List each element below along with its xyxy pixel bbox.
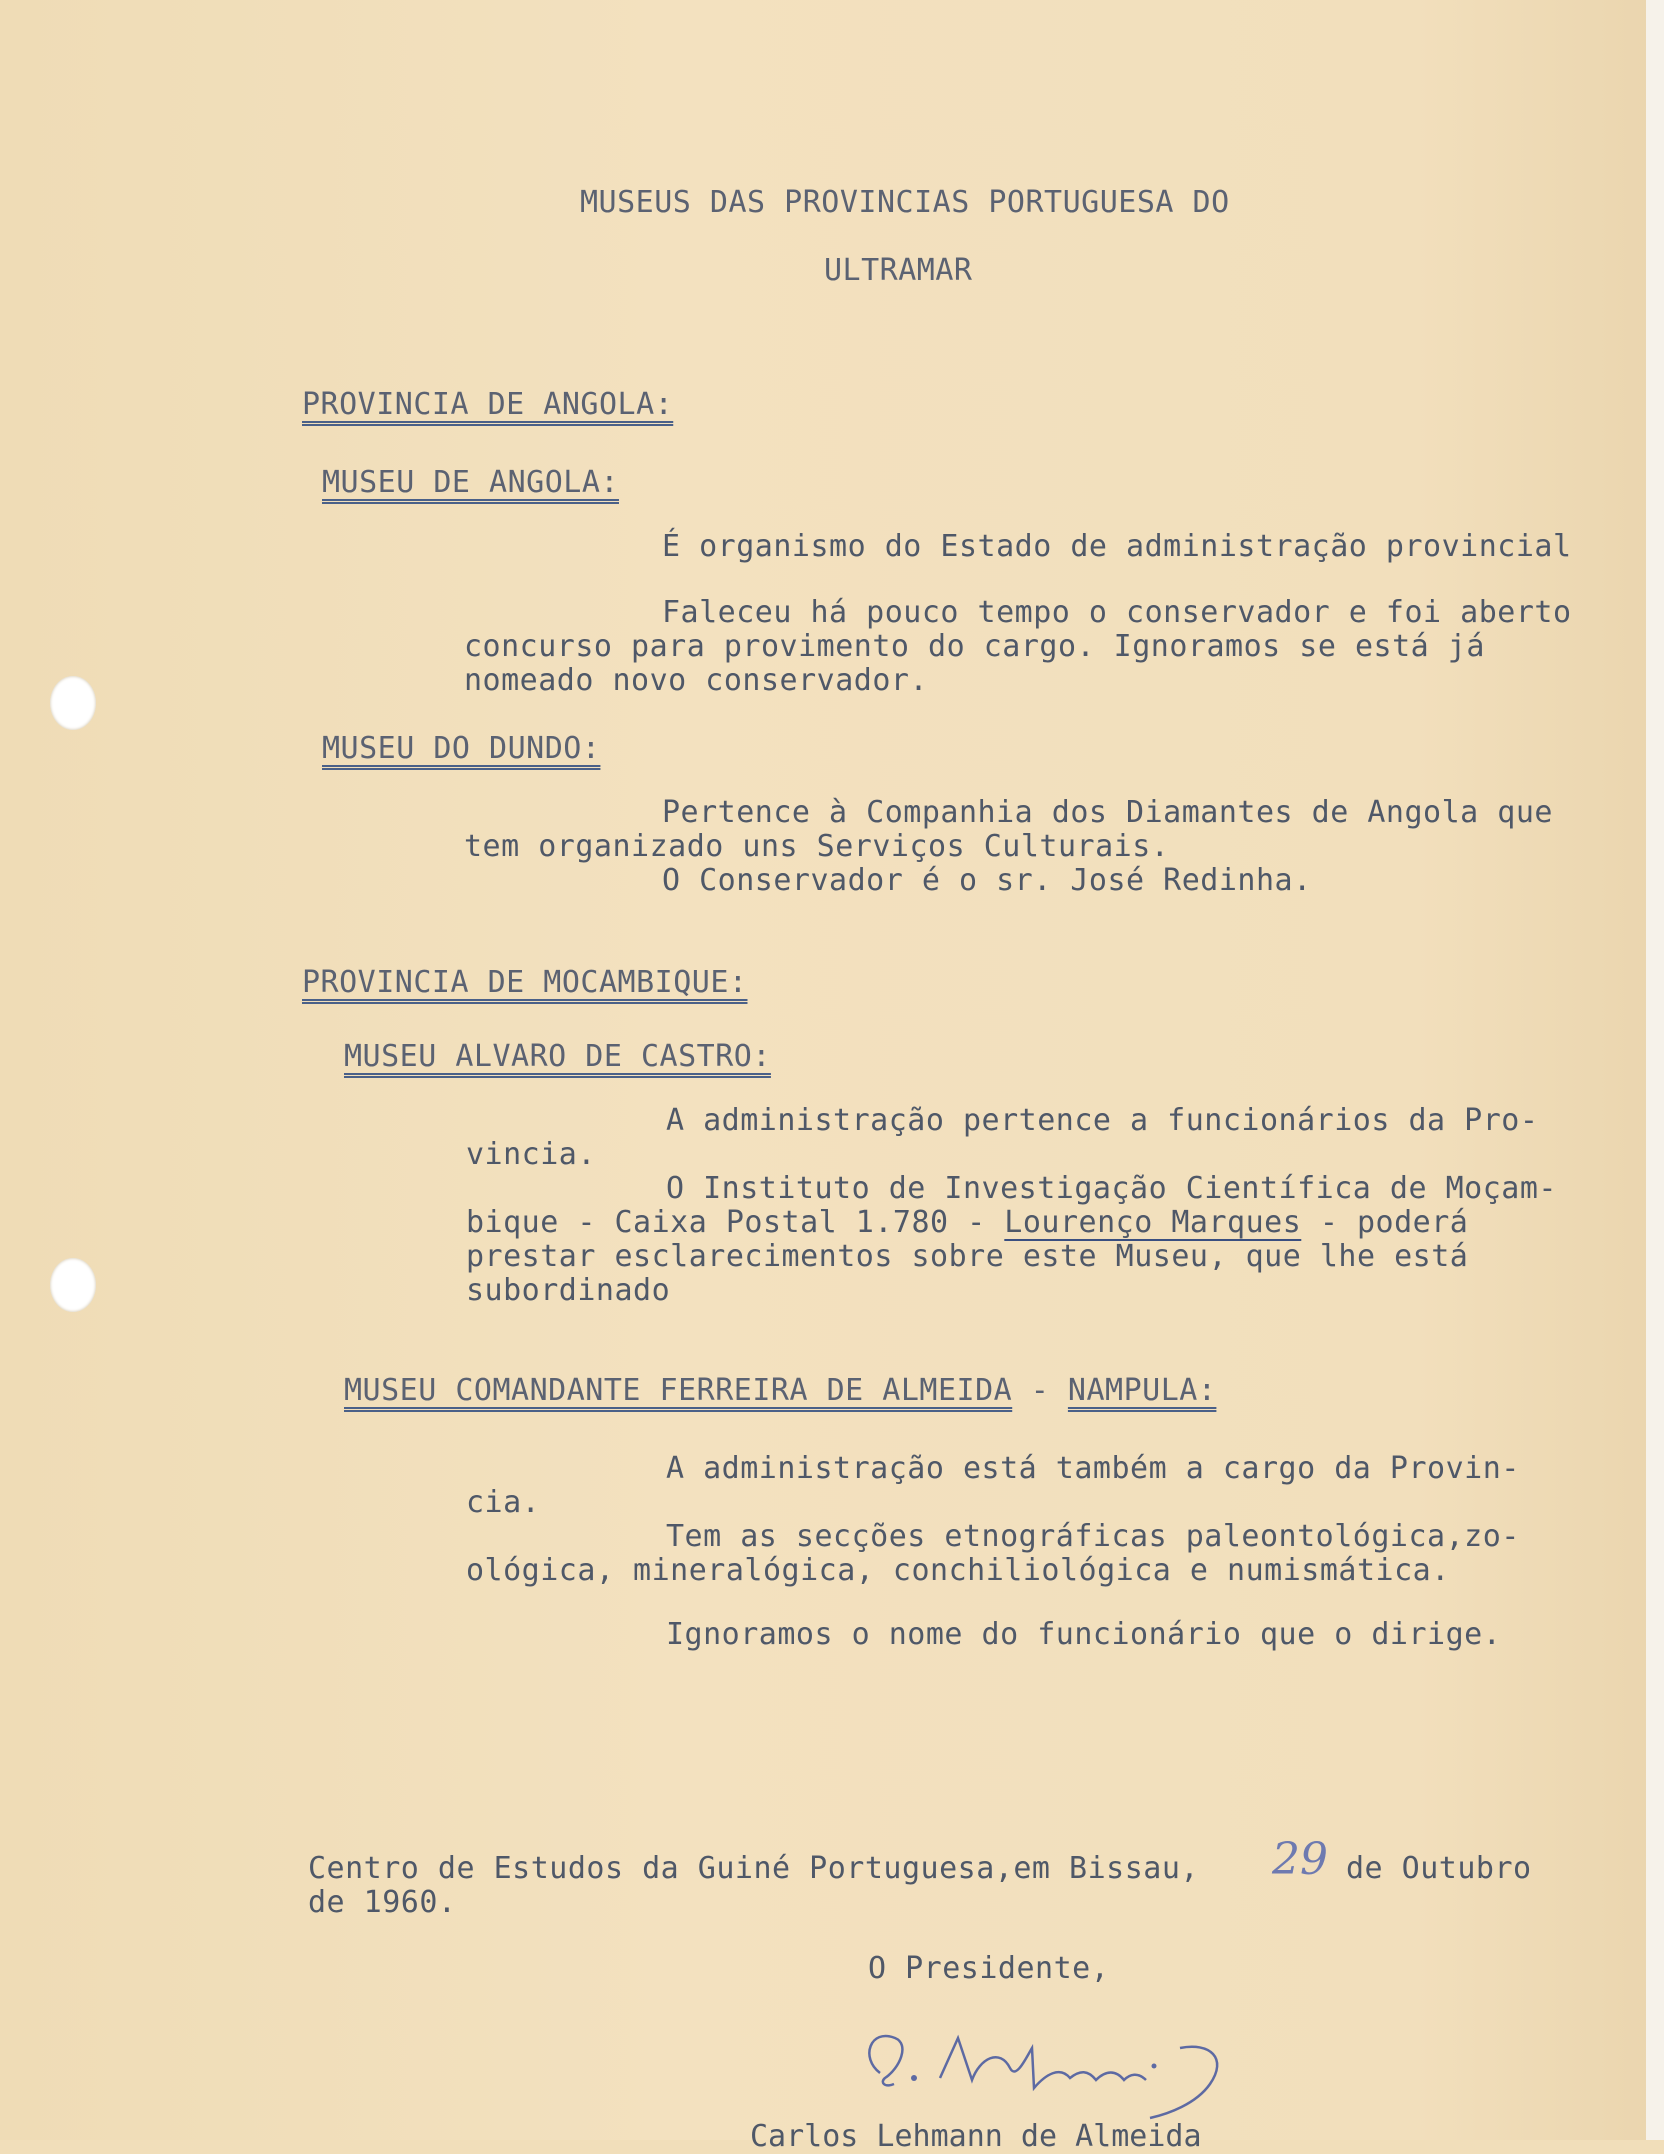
heading-museu-comandante-city: NAMPULA: (1067, 1373, 1217, 1408)
heading-provincia-angola: PROVINCIA DE ANGOLA: (302, 387, 674, 422)
museu-alvaro-p2-line1: O Instituto de Investigação Científica de Moçam- (666, 1171, 1557, 1206)
handwritten-signature (850, 2018, 1290, 2128)
heading-provincia-mocambique: PROVINCIA DE MOCAMBIQUE: (302, 965, 748, 1000)
museu-alvaro-p1-line2: vincia. (466, 1137, 596, 1172)
page-edge (1646, 0, 1664, 2140)
museu-dundo-p2: O Conservador é o sr. José Redinha. (662, 863, 1312, 898)
handwritten-day: 29 (1272, 1834, 1328, 1885)
closing-year: de 1960. (308, 1885, 457, 1920)
museu-dundo-p1-line2: tem organizado uns Serviços Culturais. (464, 829, 1170, 864)
punch-hole-bottom (50, 1258, 96, 1312)
heading-museu-comandante (344, 1374, 1216, 1408)
museu-alvaro-p1-line1: A administração pertence a funcionários da Pro- (666, 1103, 1539, 1138)
closing-place-start: Centro de Estudos da Guiné Portuguesa,em Bissau, (308, 1851, 1199, 1886)
museu-alvaro-p2-line2-start: bique - Caixa Postal 1.780 - (466, 1205, 1005, 1240)
document-title-line1: MUSEUS DAS PROVINCIAS PORTUGUESA DO (580, 185, 1230, 220)
heading-museu-angola: MUSEU DE ANGOLA: (322, 465, 619, 500)
museu-comandante-p1-line1: A administração está também a cargo da Provin- (666, 1451, 1520, 1486)
museu-comandante-p2-line1: Tem as secções etnográficas paleontológica,zo- (666, 1519, 1520, 1554)
document-title-line2: ULTRAMAR (824, 253, 973, 288)
punch-hole-top (50, 676, 96, 730)
museu-alvaro-p2-line3: prestar esclarecimentos sobre este Museu, que lhe está (466, 1239, 1469, 1274)
museu-angola-p2-line1: Faleceu há pouco tempo o conservador e foi aberto (662, 595, 1572, 630)
museu-angola-p2-line3: nomeado novo conservador. (464, 663, 929, 698)
museu-angola-p1: É organismo do Estado de administração provincial (662, 529, 1572, 564)
museu-comandante-p1-line2: cia. (466, 1485, 541, 1520)
museu-comandante-p2-line2: ológica, mineralógica, conchiliológica e numismática. (466, 1553, 1450, 1588)
museu-alvaro-p2-line2 (466, 1206, 1468, 1240)
museu-comandante-p3: Ignoramos o nome do funcionário que o dirige. (666, 1617, 1502, 1652)
heading-museu-comandante-separator: - (1012, 1373, 1068, 1408)
heading-museu-alvaro-de-castro: MUSEU ALVARO DE CASTRO: (344, 1039, 771, 1074)
closing-month: de Outubro (1346, 1851, 1532, 1886)
place-lourenco-marques: Lourenço Marques (1004, 1205, 1302, 1240)
museu-alvaro-p2-line4: subordinado (466, 1273, 671, 1308)
museu-alvaro-p2-line2-end: - poderá (1301, 1205, 1469, 1240)
heading-museu-comandante-name: MUSEU COMANDANTE FERREIRA DE ALMEIDA (344, 1373, 1013, 1408)
closing-place-line (308, 1852, 1199, 1886)
museu-angola-p2-line2: concurso para provimento do cargo. Ignoramos se está já (464, 629, 1485, 664)
signer-name: Carlos Lehmann de Almeida (750, 2119, 1202, 2154)
museu-dundo-p1-line1: Pertence à Companhia dos Diamantes de Angola que (662, 795, 1553, 830)
heading-museu-dundo: MUSEU DO DUNDO: (322, 731, 601, 766)
closing-role: O Presidente, (868, 1951, 1110, 1986)
